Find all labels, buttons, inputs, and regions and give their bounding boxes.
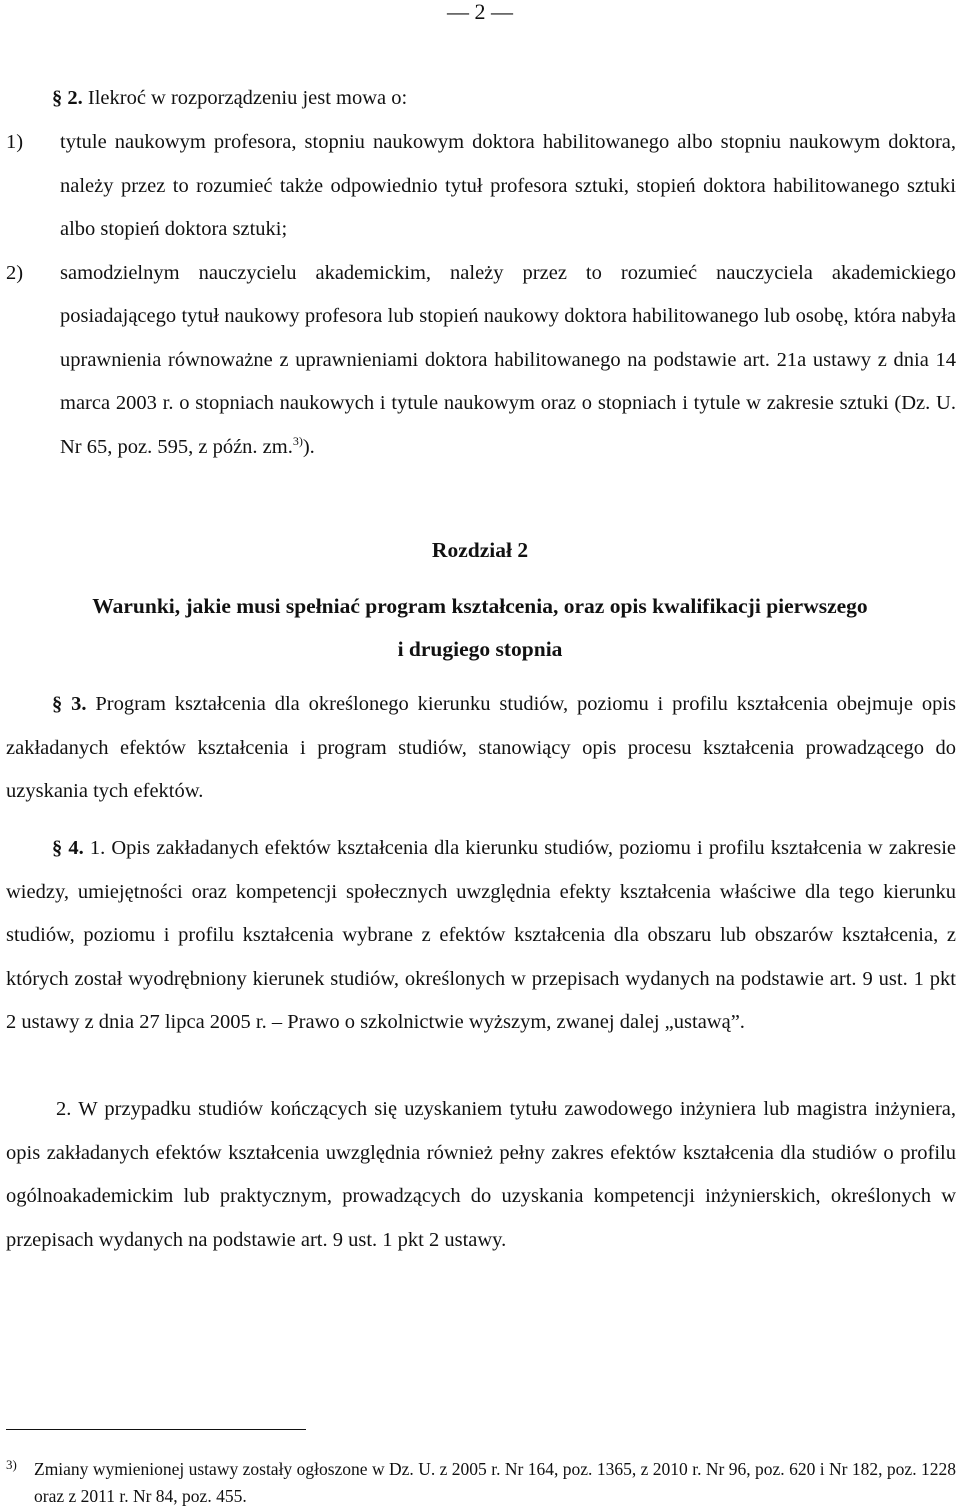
section-3 — [6, 683, 956, 814]
section-2-intro-text: Ilekroć w rozporządzeniu jest mowa o: — [87, 87, 408, 109]
section-3-text: Program kształcenia dla określonego kierunku studiów, poziomu i profilu kształcenia obejmuje opis zakładanych efektów kształcenia i program studiów, stanowiący opis procesu kształcenia prowadzącego do uzyskania tych efektów. — [6, 693, 956, 802]
list-item-number: 2) — [6, 261, 24, 284]
footnote — [6, 1456, 956, 1510]
list-item-tail: ). — [302, 435, 315, 458]
section-4-mark: § 4. — [52, 837, 84, 859]
chapter-subtitle-line-1: Warunki, jakie musi spełniać program kształcenia, oraz opis kwalifikacji pierwszego — [92, 594, 868, 618]
list-item — [6, 252, 956, 470]
section-4-point-1-number: 1. — [89, 837, 106, 859]
section-4-point-1 — [6, 827, 956, 1045]
footnote-divider — [6, 1429, 306, 1430]
section-4-point-2-text: 2. W przypadku studiów kończących się uzyskaniem tytułu zawodowego inżyniera lub magistra inżyniera, opis zakładanych efektów kształcenia uwzględnia również pełny zakres efektów kształcenia dla studiów o profilu ogólnoakademickim lub praktycznym, prowadzących do uzyskania kompetencji inżynierskich, określonych w przepisach wydanych na podstawie art. 9 ust. 1 pkt 2 ustawy. — [6, 1098, 956, 1251]
list-item-text: tytule naukowym profesora, stopniu naukowym doktora habilitowanego albo stopniu naukowym doktora, należy przez to rozumieć także odpowiednio tytuł profesora sztuki, stopień doktora habilitowanego sztuki albo stopień doktora sztuki; — [60, 131, 956, 240]
footnote-reference[interactable]: 3) — [292, 433, 303, 448]
list-item-number: 1) — [6, 131, 24, 153]
section-3-mark: § 3. — [52, 693, 87, 715]
chapter-subtitle-line-2: i drugiego stopnia — [397, 637, 563, 661]
list-item — [6, 121, 956, 252]
page-number: — 2 — — [447, 0, 513, 24]
section-4-point-2 — [6, 1088, 956, 1262]
footnote-text: Zmiany wymienionej ustawy zostały ogłoszone w Dz. U. z 2005 r. Nr 164, poz. 1365, z 2010 r. Nr 96, poz. 620 i Nr 182, poz. 1228 oraz z 2011 r. Nr 84, poz. 455. — [34, 1459, 956, 1506]
footnote-mark: 3) — [6, 1457, 17, 1472]
section-2-mark: § 2. — [52, 87, 83, 109]
section-2-intro — [6, 77, 956, 121]
definitions-list — [6, 121, 956, 469]
section-4-point-1-text: Opis zakładanych efektów kształcenia dla kierunku studiów, poziomu i profilu kształcenia w zakresie wiedzy, umiejętności oraz kompetencji społecznych uwzględnia efekty kształcenia właściwe dla tego kierunku studiów, poziomu i profilu kształcenia wybrane z efektów kształcenia dla obszaru lub obszarów kształcenia, z których został wyodrębniony kierunek studiów, określonych w przepisach wydanych na podstawie art. 9 ust. 1 pkt 2 ustawy z dnia 27 lipca 2005 r. – Prawo o szkolnictwie wyższym, zwanej dalej „ustawą”. — [6, 837, 956, 1033]
list-item-text: samodzielnym nauczycielu akademickim, należy przez to rozumieć nauczyciela akademickiego posiadającego tytuł naukowy profesora lub stopień naukowy doktora habilitowanego lub osobę, która nabyła uprawnienia równoważne z uprawnieniami doktora habilitowanego na podstawie art. 21a ustawy z dnia 14 marca 2003 r. o stopniach naukowych i tytule naukowym oraz o stopniach i tytule w zakresie sztuki (Dz. U. Nr 65, poz. 595, z późn. zm. — [60, 261, 956, 458]
chapter-title: Rozdział 2 — [431, 538, 529, 562]
